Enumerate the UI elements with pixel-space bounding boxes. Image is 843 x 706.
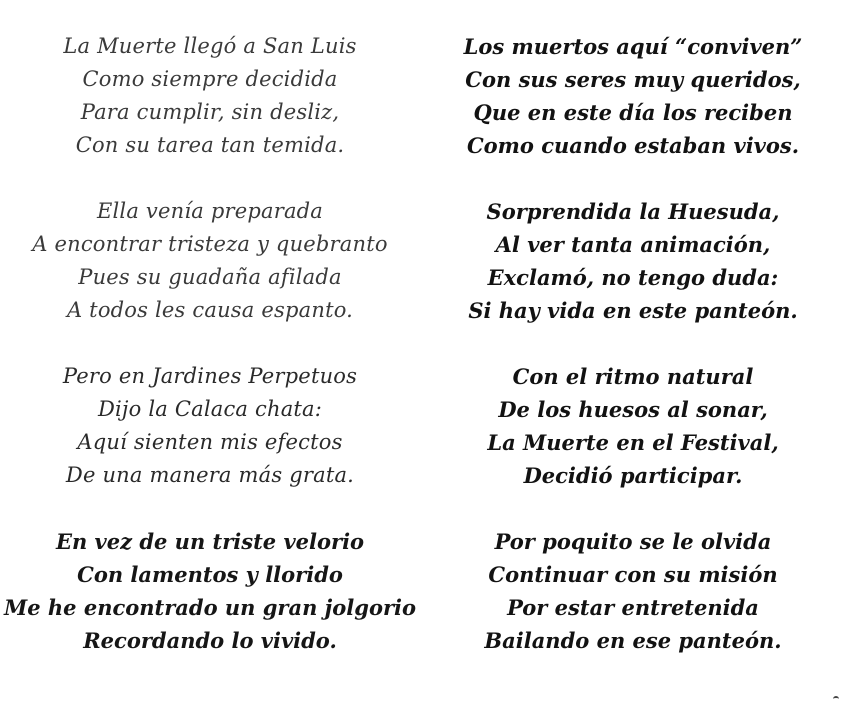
- verse-line: Por estar entretenida: [507, 595, 759, 620]
- poem-left-column: [0, 28, 420, 688]
- verse-line: Sorprendida la Huesuda,: [486, 199, 780, 224]
- verse-line: Bailando en ese panteón.: [484, 628, 782, 653]
- verse-line: Por poquito se le olvida: [494, 529, 772, 554]
- verse-line: Ella venía preparada: [96, 199, 324, 223]
- verse-line: Como siempre decidida: [82, 67, 338, 91]
- verse-line: Exclamó, no tengo duda:: [487, 265, 779, 290]
- stanza: [0, 28, 420, 168]
- verse-line: Me he encontrado un gran jolgorio: [3, 595, 417, 620]
- verse-line: Pero en Jardines Perpetuos: [62, 364, 358, 388]
- verse-line: Continuar con su misión: [488, 562, 778, 587]
- verse-line: Que en este día los reciben: [473, 100, 793, 125]
- verse-line: A todos les causa espanto.: [66, 298, 354, 322]
- stanza: [423, 358, 843, 498]
- verse-line: Dijo la Calaca chata:: [97, 397, 323, 421]
- stanza: [0, 358, 420, 498]
- verse-line: Como cuando estaban vivos.: [466, 133, 800, 158]
- stanza: [423, 28, 843, 168]
- verse-line: Con sus seres muy queridos,: [465, 67, 801, 92]
- verse-line: Pues su guadaña afilada: [78, 265, 342, 289]
- stanza: [0, 193, 420, 333]
- verse-line: Aquí sienten mis efectos: [77, 430, 343, 454]
- verse-line: Con lamentos y llorido: [77, 562, 343, 587]
- verse-line: Con el ritmo natural: [512, 364, 754, 389]
- verse-line: Si hay vida en este panteón.: [468, 298, 798, 323]
- verse-line: De una manera más grata.: [65, 463, 355, 487]
- verse-line: La Muerte llegó a San Luis: [63, 34, 357, 58]
- verse-line: La Muerte en el Festival,: [487, 430, 779, 455]
- verse-line: Recordando lo vivido.: [83, 628, 337, 653]
- poem-right-column: [423, 28, 843, 688]
- stanza: [423, 523, 843, 663]
- verse-line: De los huesos al sonar,: [498, 397, 768, 422]
- corner-mark: [833, 696, 839, 702]
- verse-line: Decidió participar.: [523, 463, 743, 488]
- stanza: [0, 523, 420, 663]
- verse-line: Los muertos aquí “conviven”: [463, 34, 803, 59]
- verse-line: Para cumplir, sin desliz,: [80, 100, 340, 124]
- stanza: [423, 193, 843, 333]
- verse-line: Con su tarea tan temida.: [75, 133, 345, 157]
- verse-line: Al ver tanta animación,: [495, 232, 771, 257]
- verse-line: En vez de un triste velorio: [55, 529, 365, 554]
- verse-line: A encontrar tristeza y quebranto: [32, 232, 388, 256]
